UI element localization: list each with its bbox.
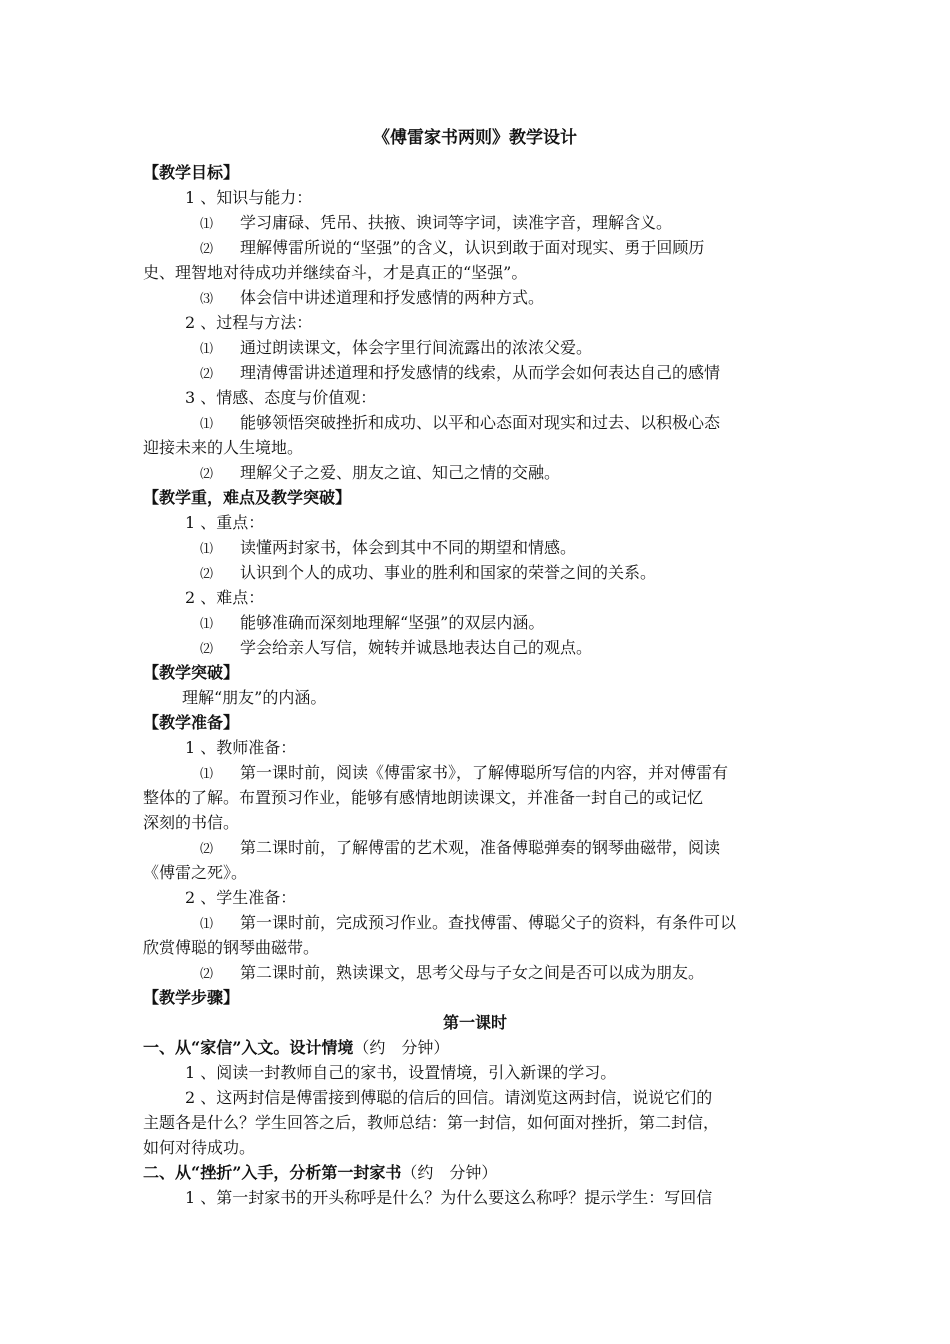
list-item: [200, 410, 808, 437]
paragraph-line: 如何对待成功。: [143, 1138, 256, 1157]
item-number: ⑴: [200, 342, 214, 357]
subheading: 2 、难点：: [185, 588, 265, 607]
paragraph-line: 欣赏傅聪的钢琴曲磁带。: [143, 938, 320, 957]
item-text: 理解父子之爱、朋友之谊、知己之情的交融。: [240, 463, 561, 482]
paragraph-line: 1 、第一封家书的开头称呼是什么？为什么要这么称呼？提示学生：写回信: [185, 1188, 713, 1207]
subheading: 1 、知识与能力：: [185, 188, 313, 207]
item-number: ⑵: [200, 642, 214, 657]
paragraph-line: 主题各是什么？学生回答之后，教师总结：第一封信，如何面对挫折，第二封信，: [143, 1113, 720, 1132]
item-text: 能够领悟突破挫折和成功、以平和心态面对现实和过去、以积极心态: [240, 413, 721, 432]
lesson-heading: 第一课时: [442, 1013, 507, 1032]
list-item: [200, 910, 808, 937]
step-time: （约 分钟）: [353, 1038, 450, 1057]
subheading: 2 、过程与方法：: [185, 313, 313, 332]
step-heading: [143, 1160, 808, 1185]
item-text: 能够准确而深刻地理解“坚强”的双层内涵。: [240, 613, 545, 632]
list-item: [200, 335, 808, 362]
list-item: [200, 960, 808, 987]
section-heading-goals: 【教学目标】: [143, 163, 240, 182]
list-item: [200, 610, 808, 637]
item-number: ⑶: [200, 292, 214, 307]
item-number: ⑵: [200, 842, 214, 857]
paragraph-line: 史、理智地对待成功并继续奋斗，才是真正的“坚强”。: [143, 263, 528, 282]
item-text: 第一课时前，完成预习作业。查找傅雷、傅聪父子的资料，有条件可以: [240, 913, 737, 932]
step-heading-text: 二、从“挫折”入手，分析第一封家书: [143, 1163, 402, 1182]
step-time: （约 分钟）: [401, 1163, 498, 1182]
item-text: 体会信中讲述道理和抒发感情的两种方式。: [240, 288, 545, 307]
paragraph-line: 2 、这两封信是傅雷接到傅聪的信后的回信。请浏览这两封信，说说它们的: [185, 1088, 713, 1107]
step-heading-text: 一、从“家信”入文。设计情境: [143, 1038, 354, 1057]
item-text: 读懂两封家书，体会到其中不同的期望和情感。: [240, 538, 577, 557]
paragraph-line: 理解“朋友”的内涵。: [182, 688, 327, 707]
item-text: 理解傅雷所说的“坚强”的含义，认识到敢于面对现实、勇于回顾历: [240, 238, 705, 257]
list-item: [200, 360, 808, 387]
item-text: 学习庸碌、凭吊、扶掖、谀词等字词，读准字音，理解含义。: [240, 213, 673, 232]
list-item: [200, 210, 808, 237]
item-text: 学会给亲人写信，婉转并诚恳地表达自己的观点。: [240, 638, 593, 657]
item-number: ⑴: [200, 617, 214, 632]
item-number: ⑴: [200, 217, 214, 232]
subheading: 1 、教师准备：: [185, 738, 297, 757]
item-text: 第二课时前，熟读课文，思考父母与子女之间是否可以成为朋友。: [240, 963, 705, 982]
section-heading-preparation: 【教学准备】: [143, 713, 240, 732]
item-number: ⑵: [200, 367, 214, 382]
list-item: [200, 835, 808, 862]
list-item: [200, 635, 808, 662]
paragraph-line: 迎接未来的人生境地。: [143, 438, 304, 457]
paragraph-line: 整体的了解。布置预习作业，能够有感情地朗读课文，并准备一封自己的或记忆: [143, 788, 704, 807]
list-item: [200, 535, 808, 562]
item-number: ⑴: [200, 767, 214, 782]
list-item: [200, 235, 808, 262]
step-heading: [143, 1035, 808, 1060]
subheading: 2 、学生准备：: [185, 888, 297, 907]
document-title: 《傅雷家书两则》教学设计: [373, 128, 577, 148]
paragraph-line: 《傅雷之死》。: [143, 863, 248, 882]
item-number: ⑵: [200, 567, 214, 582]
item-number: ⑵: [200, 467, 214, 482]
section-heading-steps: 【教学步骤】: [143, 988, 240, 1007]
subheading: 1 、重点：: [185, 513, 265, 532]
section-heading-key-points: 【教学重，难点及教学突破】: [143, 488, 352, 507]
list-item: [200, 560, 808, 587]
item-number: ⑵: [200, 242, 214, 257]
item-text: 通过朗读课文，体会字里行间流露出的浓浓父爱。: [240, 338, 593, 357]
list-item: [200, 460, 808, 487]
paragraph-line: 深刻的书信。: [143, 813, 240, 832]
item-text: 第二课时前，了解傅雷的艺术观，准备傅聪弹奏的钢琴曲磁带，阅读: [240, 838, 721, 857]
item-number: ⑴: [200, 917, 214, 932]
paragraph-line: 1 、阅读一封教师自己的家书，设置情境，引入新课的学习。: [185, 1063, 617, 1082]
section-heading-breakthrough: 【教学突破】: [143, 663, 240, 682]
list-item: [200, 285, 808, 312]
subheading: 3 、情感、态度与价值观：: [185, 388, 377, 407]
item-number: ⑵: [200, 967, 214, 982]
item-text: 第一课时前，阅读《傅雷家书》，了解傅聪所写信的内容，并对傅雷有: [240, 763, 729, 782]
item-number: ⑴: [200, 542, 214, 557]
list-item: [200, 760, 808, 787]
item-number: ⑴: [200, 417, 214, 432]
item-text: 认识到个人的成功、事业的胜利和国家的荣誉之间的关系。: [240, 563, 657, 582]
item-text: 理清傅雷讲述道理和抒发感情的线索，从而学会如何表达自己的感情: [240, 363, 721, 382]
